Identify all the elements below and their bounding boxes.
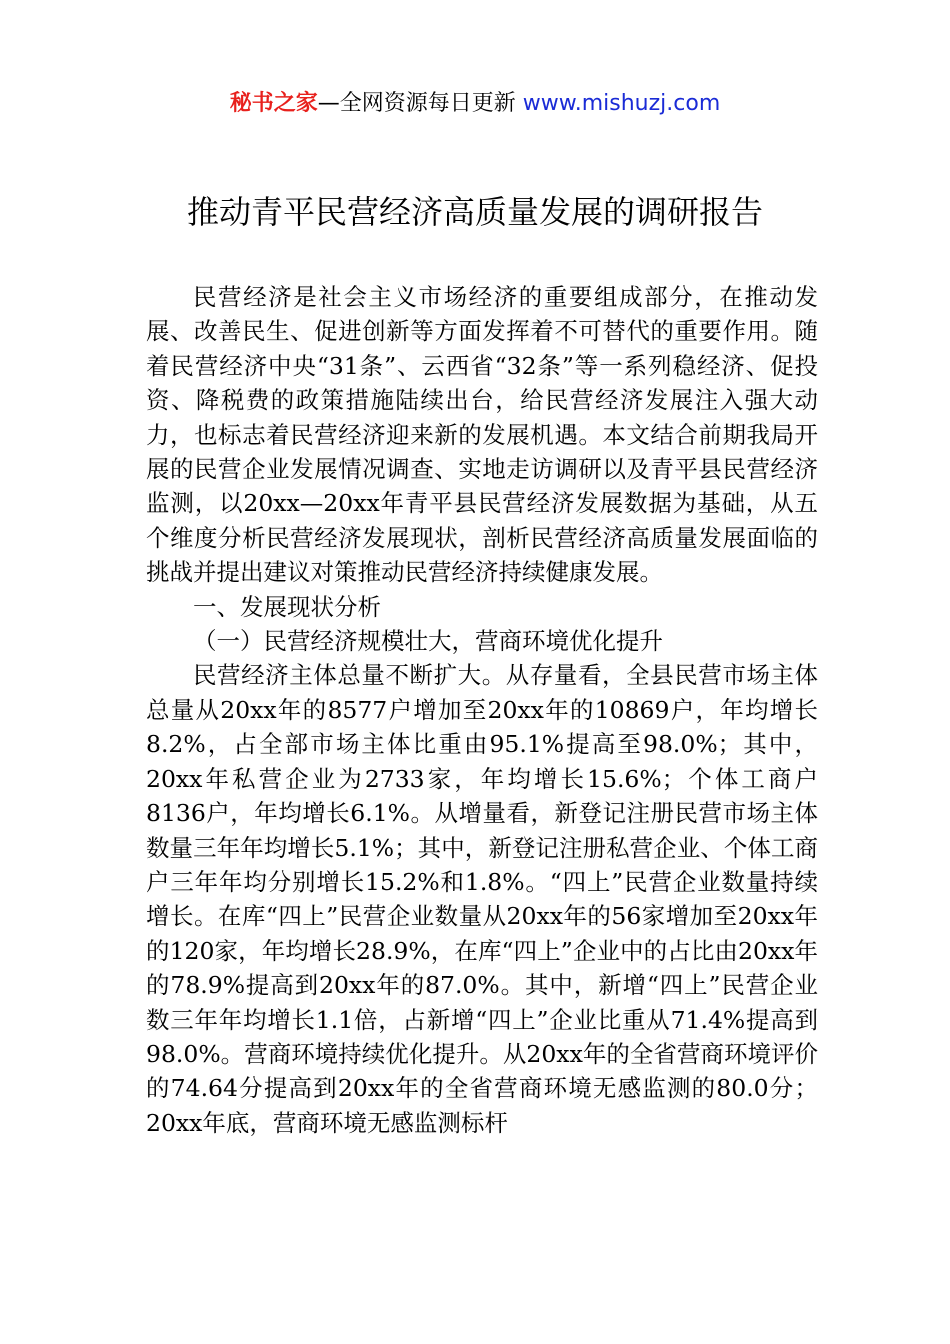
site-slogan: —全网资源每日更新 xyxy=(317,91,523,116)
intro-paragraph: 民营经济是社会主义市场经济的重要组成部分，在推动发展、改善民生、促进创新等方面发挥着不可替代的重要作用。随着民营经济中央“31条”、云西省“32条”等一系列稳经济、促投资、降税费的政策措施陆续出台，给民营经济发展注入强大动力，也标志着民营经济迎来新的发展机遇。本文结合前期我局开展的民营企业发展情况调查、实地走访调研以及青平县民营经济监测，以20xx—20xx年青平县民营经济发展数据为基础，从五个维度分析民营经济发展现状，剖析民营经济高质量发展面临的挑战并提出建议对策推动民营经济持续健康发展。 xyxy=(146,283,818,587)
site-brand: 秘书之家 xyxy=(229,91,318,116)
document-body xyxy=(146,280,818,1140)
site-url-link[interactable]: www.mishuzj.com xyxy=(522,91,721,116)
document-title: 推动青平民营经济高质量发展的调研报告 xyxy=(186,193,763,231)
site-header xyxy=(0,86,950,122)
subsection-heading: （一）民营经济规模壮大，营商环境优化提升 xyxy=(193,627,663,656)
body-paragraph: 民营经济主体总量不断扩大。从存量看，全县民营市场主体总量从20xx年的8577户增加至20xx年的10869户，年均增长8.2%，占全部市场主体比重由95.1%提高至98.0%；其中，20xx年私营企业为2733家，年均增长15.6%；个体工商户8136户，年均增长6.1%。从增量看，新登记注册民营市场主体数量三年年均增长5.1%；其中，新登记注册私营企业、个体工商户三年年均分别增长15.2%和1.8%。“四上”民营企业数量持续增长。在库“四上”民营企业数量从20xx年的56家增加至20xx年的120家，年均增长28.9%，在库“四上”企业中的占比由20xx年的78.9%提高到20xx年的87.0%。其中，新增“四上”民营企业数三年年均增长1.1倍，占新增“四上”企业比重从71.4%提高到98.0%。营商环境持续优化提升。从20xx年的全省营商环境评价的74.64分提高到20xx年的全省营商环境无感监测的80.0分；20xx年底，营商环境无感监测标杆 xyxy=(146,661,818,1137)
section-heading: 一、发展现状分析 xyxy=(193,592,381,621)
